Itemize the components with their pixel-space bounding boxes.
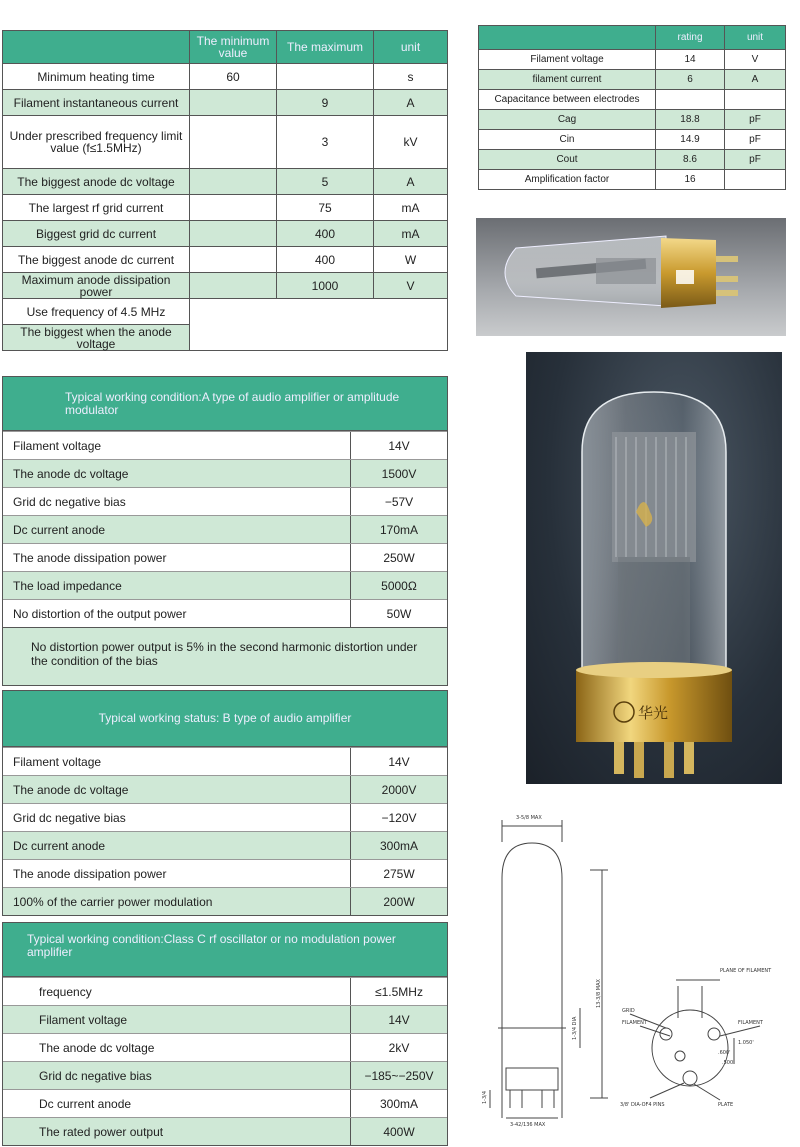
condition-row-value: 50W	[386, 606, 412, 621]
condition-row-value: 1500V	[381, 466, 417, 481]
condition-row	[3, 487, 447, 515]
condition-row	[3, 571, 447, 599]
condition-row	[3, 831, 447, 859]
condition-row	[3, 431, 447, 459]
condition-row-value: 5000Ω	[381, 578, 417, 593]
condition-row-label: The anode dissipation power	[3, 860, 351, 887]
rating-label: Filament voltage	[479, 50, 656, 70]
condition-row-label: Filament voltage	[3, 748, 351, 775]
rating-label: Cag	[479, 110, 656, 130]
condition-row-value: 14V	[388, 1012, 410, 1027]
limits-label: Filament instantaneous current	[3, 90, 190, 116]
condition-row	[3, 977, 447, 1005]
limits-label: The largest rf grid current	[3, 195, 190, 221]
condition-c-panel	[2, 922, 448, 1146]
limits-label: Maximum anode dissipation power	[3, 273, 190, 299]
condition-row	[3, 803, 447, 831]
rating-label: Amplification factor	[479, 170, 656, 190]
label-grid: GRID	[622, 1008, 635, 1014]
condition-row-label: The load impedance	[3, 572, 351, 599]
rating-label: Cout	[479, 150, 656, 170]
rating-label: filament current	[479, 70, 656, 90]
label-filament-left: FILAMENT	[622, 1020, 647, 1026]
condition-b-title: Typical working status: B type of audio amplifier	[3, 691, 447, 747]
dim-top: 3-5/8 MAX	[516, 815, 542, 821]
condition-row-label: Grid dc negative bias	[3, 488, 351, 515]
condition-row-label: The anode dc voltage	[3, 1034, 351, 1061]
condition-row	[3, 1117, 447, 1145]
limits-header-max: The maximum	[277, 31, 374, 64]
limits-label: Use frequency of 4.5 MHz	[3, 299, 190, 325]
condition-row-value: −120V	[381, 810, 417, 825]
condition-b-panel	[2, 690, 448, 916]
tube-dimension-drawing	[480, 808, 790, 1138]
condition-row-value: 275W	[383, 866, 415, 881]
condition-row	[3, 887, 447, 915]
condition-row	[3, 515, 447, 543]
limits-label: Under prescribed frequency limit value (f≤1.5MHz)	[3, 116, 190, 169]
condition-row	[3, 1005, 447, 1033]
tube-photo-side	[476, 218, 786, 336]
condition-row	[3, 1033, 447, 1061]
condition-row-label: The rated power output	[3, 1118, 351, 1145]
dim-diameter: 1-3/4 DIA	[572, 1016, 578, 1040]
condition-a-title: Typical working condition:A type of audio amplifier or amplitude modulator	[3, 377, 447, 431]
limits-label: The biggest anode dc voltage	[3, 169, 190, 195]
condition-row-value: −57V	[384, 494, 414, 509]
label-d2: .600'	[718, 1050, 731, 1056]
dim-height: 13-3/8 MAX	[596, 979, 602, 1008]
rating-table: rating unit Filament voltage 14 V filament current 6 A Capacitance between electrodes Cag 18.8 pF Cin 14.9 pF Cout 8.6 pF Amplification factor 16	[478, 25, 786, 190]
condition-row	[3, 1089, 447, 1117]
condition-row	[3, 599, 447, 627]
condition-row-value: 400W	[383, 1124, 415, 1139]
condition-row-label: 100% of the carrier power modulation	[3, 888, 351, 915]
condition-row-value: 300mA	[379, 1096, 419, 1111]
condition-row-label: No distortion of the output power	[3, 600, 351, 627]
condition-row-label: Dc current anode	[3, 1090, 351, 1117]
condition-row-value: 14V	[388, 438, 410, 453]
condition-row-label: The anode dc voltage	[3, 460, 351, 487]
condition-c-title: Typical working condition:Class C rf oscillator or no modulation power amplifier	[3, 923, 447, 977]
condition-row-value: 170mA	[379, 522, 419, 537]
limits-label: The biggest when the anode voltage	[3, 325, 190, 351]
condition-row-label: Dc current anode	[3, 832, 351, 859]
rating-header: rating	[656, 26, 725, 50]
condition-row-value: 14V	[388, 754, 410, 769]
limits-label: The biggest anode dc current	[3, 247, 190, 273]
limits-header-unit: unit	[374, 31, 448, 64]
condition-row-value: −185~−250V	[364, 1068, 434, 1083]
condition-row-label: Dc current anode	[3, 516, 351, 543]
condition-row	[3, 459, 447, 487]
condition-row-label: The anode dissipation power	[3, 544, 351, 571]
condition-row-value: 2000V	[381, 782, 417, 797]
limits-table: The minimum value The maximum unit Minimum heating time 60 s Filament instantaneous current 9 A Under prescribed frequency limit value (f≤1.5MHz) 3 kV The biggest anode dc voltage 5 A The largest rf grid current 75 mA Biggest grid dc current 400 mA The biggest anode dc current 400 W Maximum anode dissipation power 1000 V Use frequency of 4.5 MHz The biggest when the anode voltage	[2, 30, 448, 351]
condition-row	[3, 775, 447, 803]
condition-row-value: 300mA	[379, 838, 419, 853]
label-pins: 3/8' DIA-OF4 PINS	[620, 1102, 665, 1108]
condition-row-value: 2kV	[388, 1040, 410, 1055]
condition-row	[3, 543, 447, 571]
tube-front-image	[526, 352, 782, 784]
rating-label: Capacitance between electrodes	[479, 90, 656, 110]
label-d1: 1.050'	[738, 1040, 754, 1046]
condition-row	[3, 747, 447, 775]
condition-row-label: Filament voltage	[3, 1006, 351, 1033]
condition-row-value: 200W	[383, 894, 415, 909]
condition-row-label: Grid dc negative bias	[3, 1062, 351, 1089]
label-filament-right: FILAMENT	[738, 1020, 763, 1026]
condition-row	[3, 1061, 447, 1089]
condition-a-panel	[2, 376, 448, 686]
tube-side-image	[476, 218, 786, 336]
condition-row-label: frequency	[3, 978, 351, 1005]
label-d3: .500'	[722, 1060, 735, 1066]
label-plate: PLATE	[718, 1102, 734, 1108]
limits-label: Biggest grid dc current	[3, 221, 190, 247]
condition-row	[3, 859, 447, 887]
condition-a-note: No distortion power output is 5% in the second harmonic distortion under the condition of the bias	[3, 627, 447, 685]
dim-pin: 1-3/4	[482, 1090, 488, 1104]
tube-photo-front	[526, 352, 782, 784]
rating-label: Cin	[479, 130, 656, 150]
limits-label: Minimum heating time	[3, 64, 190, 90]
condition-row-label: The anode dc voltage	[3, 776, 351, 803]
rating-unit-header: unit	[725, 26, 786, 50]
condition-row-label: Filament voltage	[3, 432, 351, 459]
condition-row-label: Grid dc negative bias	[3, 804, 351, 831]
condition-row-value: ≤1.5MHz	[375, 984, 423, 999]
condition-row-value: 250W	[383, 550, 415, 565]
limits-header-min: The minimum value	[190, 31, 277, 64]
dim-base: 3-42/136 MAX	[510, 1122, 546, 1128]
tube-logo-text: 华光	[638, 704, 669, 722]
label-plane: PLANE OF FILAMENT	[720, 968, 772, 974]
